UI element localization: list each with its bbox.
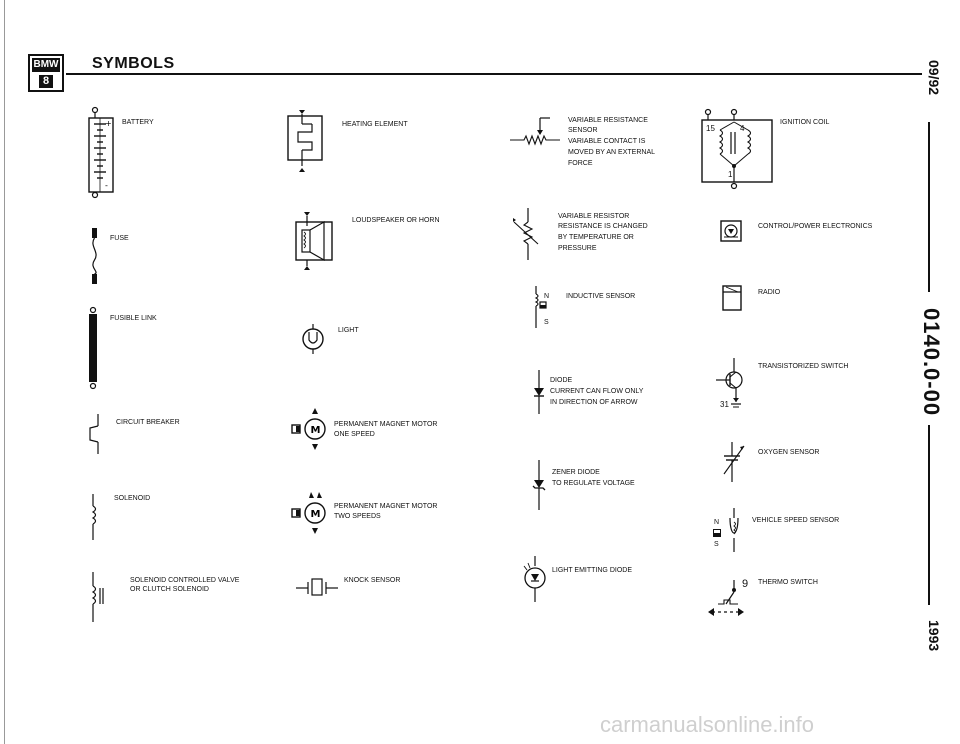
variable-resistance-sensor-icon	[510, 116, 560, 146]
vehicle-speed-sensor-label: VEHICLE SPEED SENSOR	[752, 517, 840, 524]
variable-resistor-label-4: PRESSURE	[558, 245, 597, 252]
heating-element-label: HEATING ELEMENT	[342, 121, 408, 128]
coil-terminal-4: 4	[740, 124, 745, 133]
thermo-terminal-9: 9	[742, 578, 749, 590]
side-rule-lower	[928, 425, 930, 605]
motor-two-speeds-icon	[290, 492, 330, 534]
vss-s: S	[714, 541, 719, 548]
section-code: 0140.0-00	[919, 308, 944, 417]
variable-resistance-label-1: VARIABLE RESISTANCE	[568, 117, 648, 124]
control-electronics-label: CONTROL/POWER ELECTRONICS	[758, 223, 873, 230]
oxygen-sensor-icon	[720, 442, 750, 484]
svg-text:+: +	[105, 119, 112, 128]
zener-label-2: TO REGULATE VOLTAGE	[552, 480, 635, 487]
fuse-icon	[88, 228, 102, 284]
battery-icon	[88, 106, 114, 198]
motor-two-speeds-label-2: TWO SPEEDS	[334, 513, 381, 520]
bmw-logo	[28, 54, 64, 92]
led-label: LIGHT EMITTING DIODE	[552, 567, 632, 574]
solenoid-valve-label-1: SOLENOID CONTROLLED VALVE	[130, 577, 240, 584]
loudspeaker-label: LOUDSPEAKER OR HORN	[352, 217, 440, 224]
loudspeaker-icon	[294, 212, 334, 270]
variable-resistor-icon	[512, 208, 542, 260]
ignition-coil-label: IGNITION COIL	[780, 119, 830, 126]
svg-text:M: M	[310, 509, 321, 520]
radio-label: RADIO	[758, 289, 781, 296]
control-electronics-icon	[720, 220, 742, 242]
variable-resistor-label-2: RESISTANCE IS CHANGED	[558, 223, 648, 230]
watermark-text: carmanualsonline.info	[600, 712, 815, 737]
inductive-sensor-label: INDUCTIVE SENSOR	[566, 293, 636, 300]
variable-resistor-label-3: BY TEMPERATURE OR	[558, 234, 634, 241]
coil-terminal-15: 15	[706, 124, 715, 133]
side-rule-upper	[928, 122, 930, 292]
fusible-link-label: FUSIBLE LINK	[110, 315, 157, 322]
fusible-link-icon	[86, 306, 100, 390]
header-rule	[66, 73, 922, 75]
fuse-label: FUSE	[110, 235, 129, 242]
transistor-terminal-31: 31	[720, 400, 729, 409]
variable-resistance-label-3: VARIABLE CONTACT IS	[568, 138, 646, 145]
inductive-sensor-s: S	[544, 319, 549, 326]
model-year: 1993	[926, 620, 942, 652]
oxygen-sensor-label: OXYGEN SENSOR	[758, 449, 820, 456]
inductive-sensor-n: N	[544, 293, 550, 300]
vehicle-speed-sensor-icon	[726, 508, 742, 552]
logo-top-text: BMW	[33, 59, 59, 70]
ignition-coil-icon	[700, 108, 774, 190]
revision-date: 09/92	[926, 60, 942, 96]
motor-one-speed-label-1: PERMANENT MAGNET MOTOR	[334, 421, 438, 428]
svg-text:M: M	[310, 425, 321, 436]
variable-resistor-label-1: VARIABLE RESISTOR	[558, 213, 630, 220]
diode-label-1: DIODE	[550, 377, 573, 384]
led-icon	[522, 556, 552, 602]
variable-resistance-label-4: MOVED BY AN EXTERNAL	[568, 149, 656, 156]
zener-label-1: ZENER DIODE	[552, 469, 600, 476]
light-bulb-icon	[300, 322, 328, 356]
vss-magnet-icon	[713, 529, 721, 537]
solenoid-icon	[88, 494, 102, 540]
page-edge-line	[4, 0, 5, 744]
vss-n: N	[714, 519, 720, 526]
diode-label-2: CURRENT CAN FLOW ONLY	[550, 388, 644, 395]
transistor-switch-label: TRANSISTORIZED SWITCH	[758, 363, 849, 370]
motor-two-speeds-label-1: PERMANENT MAGNET MOTOR	[334, 503, 438, 510]
solenoid-label: SOLENOID	[114, 495, 151, 502]
diode-label-3: IN DIRECTION OF ARROW	[550, 399, 638, 406]
coil-terminal-1: 1	[728, 170, 733, 179]
battery-label: BATTERY	[122, 119, 154, 126]
zener-diode-icon	[532, 460, 546, 510]
page-title: SYMBOLS	[92, 55, 175, 72]
motor-one-speed-label-2: ONE SPEED	[334, 431, 375, 438]
solenoid-valve-icon	[88, 572, 108, 622]
knock-sensor-label: KNOCK SENSOR	[344, 577, 401, 584]
circuit-breaker-label: CIRCUIT BREAKER	[116, 419, 180, 426]
motor-one-speed-icon	[290, 408, 330, 450]
svg-text:-: -	[105, 181, 108, 190]
heating-element-icon	[286, 110, 326, 172]
circuit-breaker-icon	[88, 414, 108, 454]
variable-resistance-label-5: FORCE	[568, 160, 593, 167]
logo-series-text: 8	[39, 75, 53, 88]
light-label: LIGHT	[338, 327, 359, 334]
diode-icon	[532, 370, 546, 414]
solenoid-valve-label-2: OR CLUTCH SOLENOID	[130, 586, 209, 593]
knock-sensor-icon	[296, 576, 340, 598]
variable-resistance-label-2: SENSOR	[568, 127, 598, 134]
radio-icon	[722, 284, 742, 312]
thermo-switch-label: THERMO SWITCH	[758, 579, 818, 586]
